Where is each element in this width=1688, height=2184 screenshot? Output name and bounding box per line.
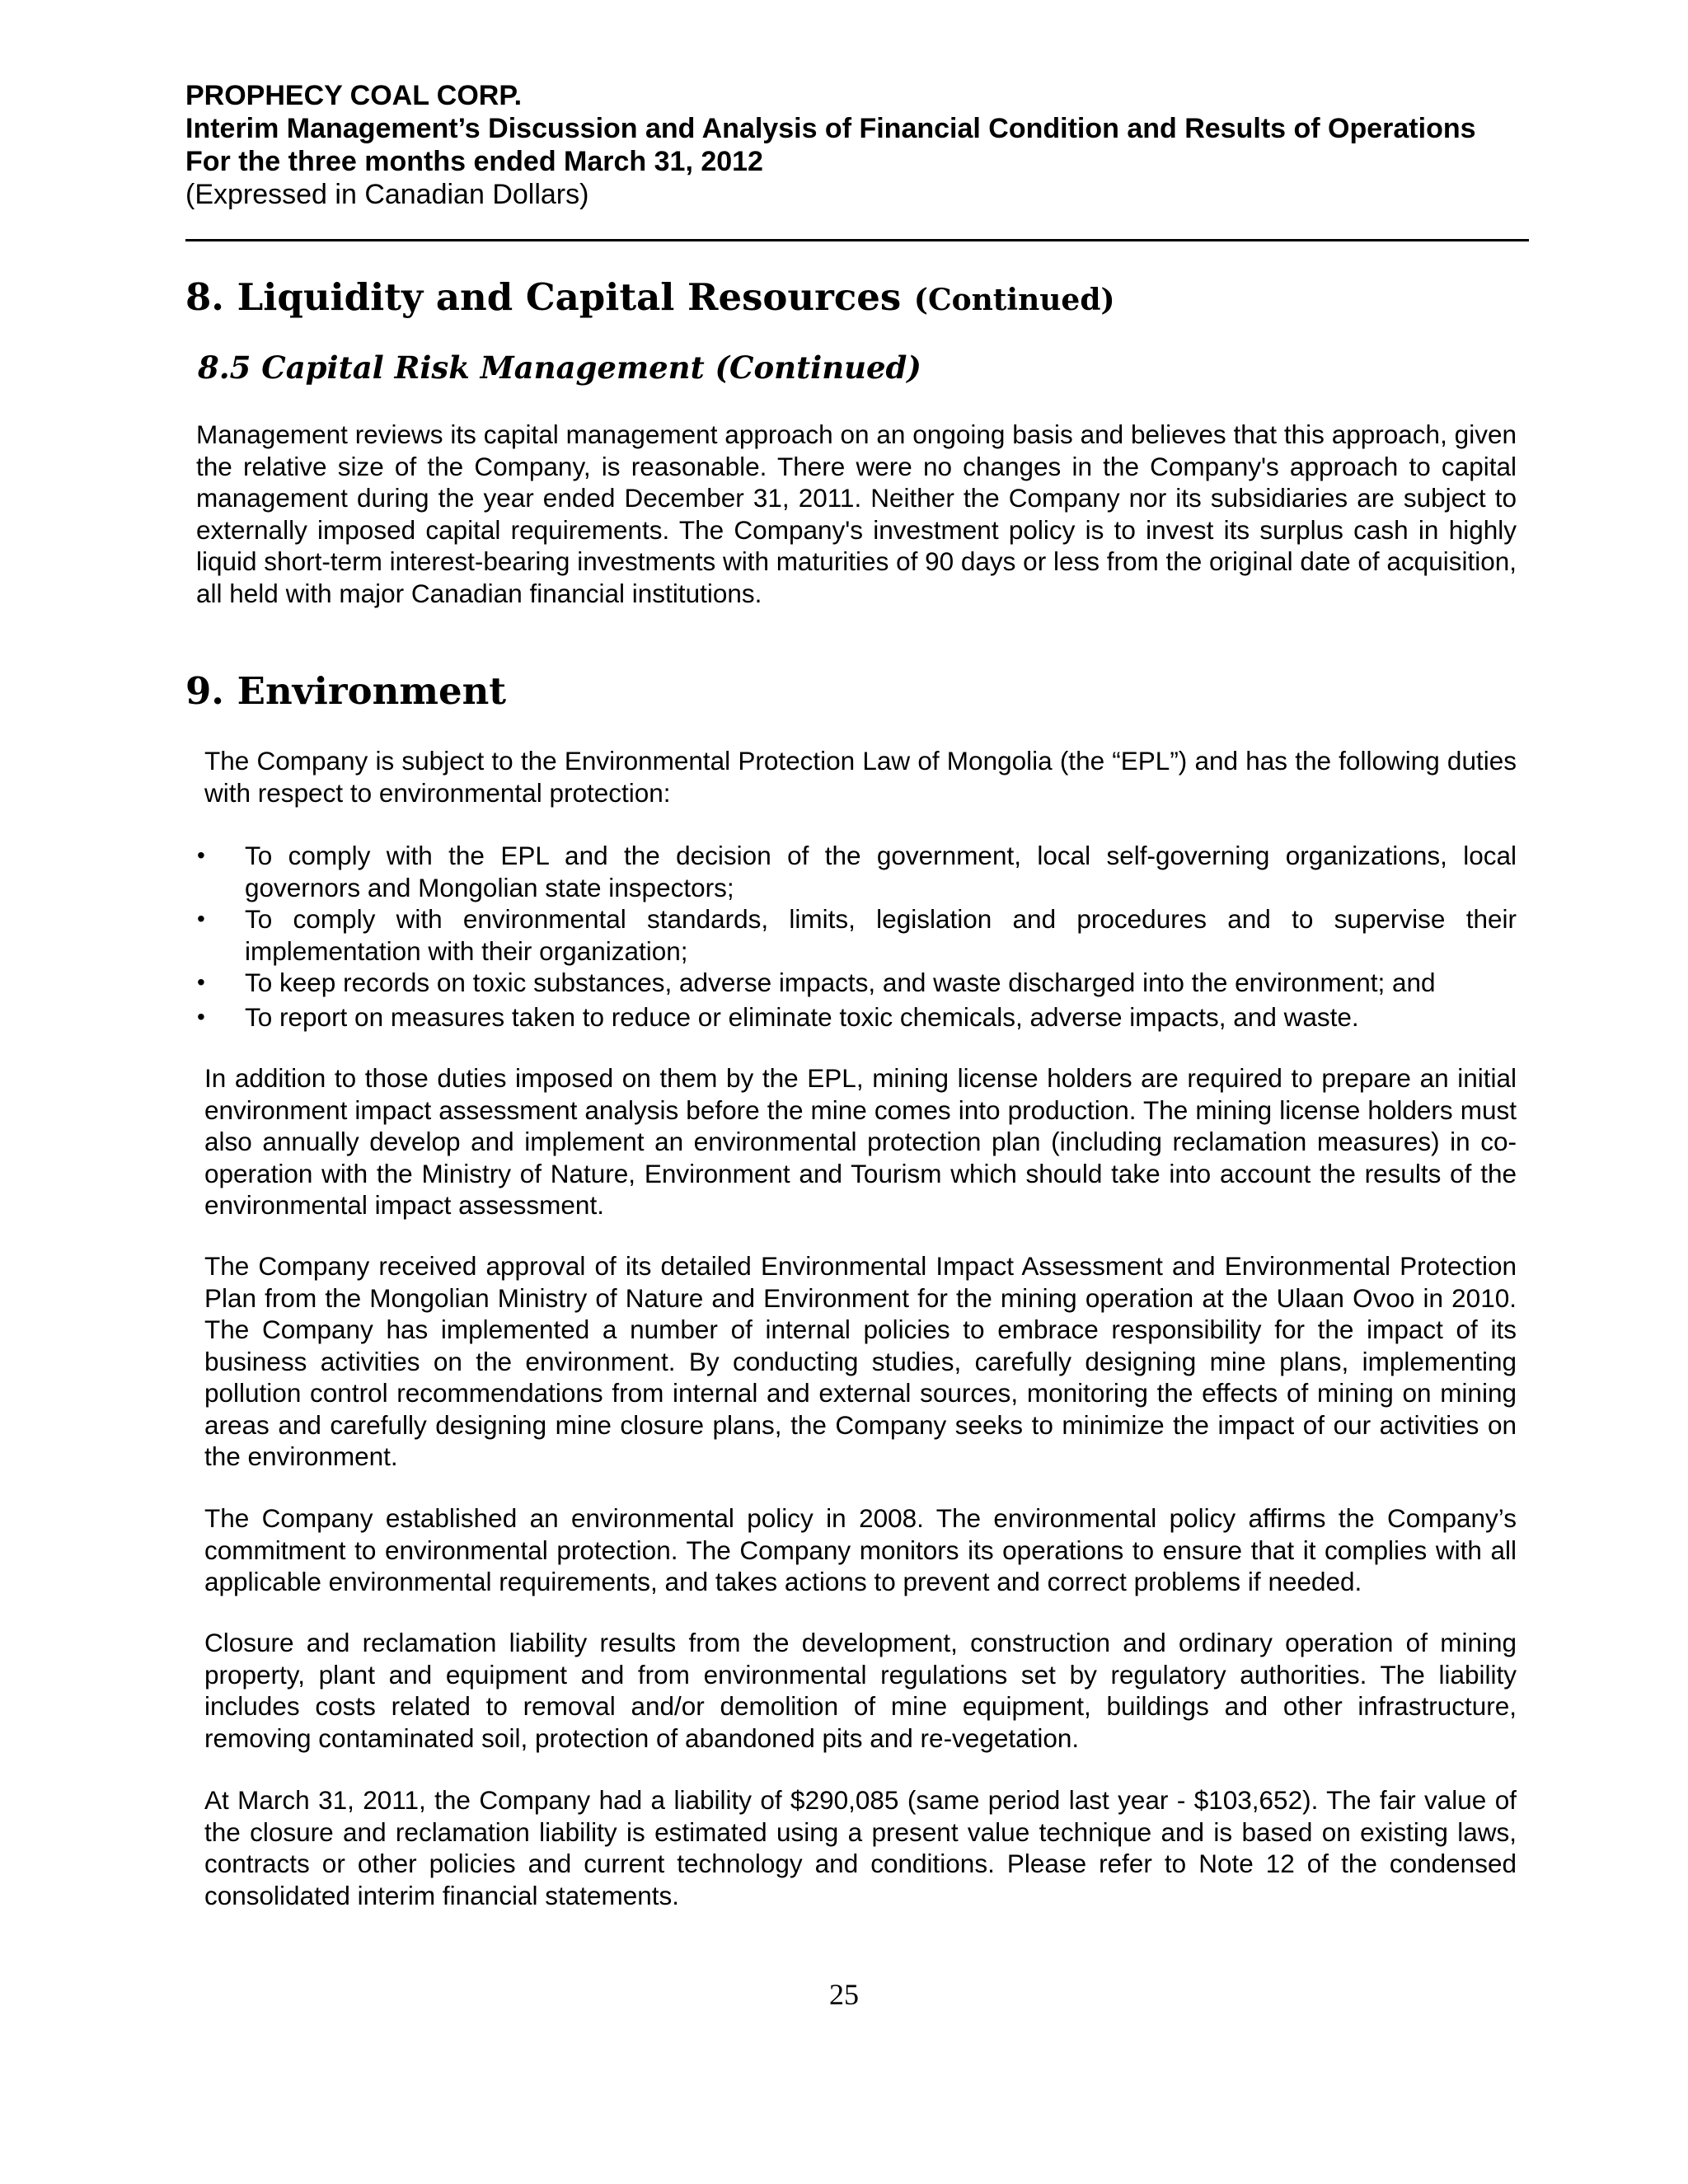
capital-risk-paragraph: Management reviews its capital management approach on an ongoing basis and believes that this approach, given the relative size of the Company, is reasonable. There were no changes in the Company's approach to capital management during the year ended December 31, 2011. Neither the Company nor its subsidiaries are subject to externally imposed capital requirements. The Company's investment policy is to invest its surplus cash in highly liquid short-term interest-bearing investments with maturities of 90 days or less from the original date of acquisition, all held with major Canadian financial institutions. [196, 419, 1517, 608]
bullet-icon: • [197, 906, 205, 931]
currency-note: (Expressed in Canadian Dollars) [185, 179, 589, 210]
environment-duties-list [185, 840, 1517, 1033]
company-name: PROPHECY COAL CORP. [185, 80, 523, 111]
list-item [185, 903, 1517, 967]
section-8-5-heading: 8.5 Capital Risk Management (Continued) [198, 349, 921, 386]
list-item [185, 967, 1517, 999]
page-number: 25 [829, 1978, 859, 2011]
section-9-heading: 9. Environment [185, 669, 507, 713]
closure-liability-paragraph: Closure and reclamation liability results from the development, construction and ordinary operation of mining property, plant and equipment and from environmental regulations set by regulatory authorities. The liability includes costs related to removal and/or demolition of mine equipment, buildings and other infrastructure, removing contaminated soil, protection of abandoned pits and re-vegetation. [204, 1628, 1517, 1753]
list-item-text: To comply with the EPL and the decision of the government, local self-governing organizations, local governors and Mongolian state inspectors; [245, 841, 1517, 902]
bullet-icon: • [197, 842, 205, 868]
bullet-icon: • [197, 969, 205, 995]
environment-intro-paragraph: The Company is subject to the Environmental Protection Law of Mongolia (the “EPL”) and has the following duties with respect to environmental protection: [204, 746, 1517, 808]
list-item-text: To comply with environmental standards, limits, legislation and procedures and to supervise their implementation with their organization; [245, 904, 1517, 966]
list-item-text: To report on measures taken to reduce or eliminate toxic chemicals, adverse impacts, and waste. [245, 1001, 1359, 1032]
liability-amount-paragraph: At March 31, 2011, the Company had a liability of $290,085 (same period last year - $103,652). The fair value of the closure and reclamation liability is estimated using a present value technique and is based on existing laws, contracts or other policies and current technology and conditions. Please refer to Note 12 of the condensed consolidated interim financial statements. [204, 1785, 1517, 1910]
header-divider [185, 239, 1529, 241]
page-header [185, 79, 1537, 211]
bullet-icon: • [197, 1003, 205, 1029]
list-item-text: To keep records on toxic substances, adverse impacts, and waste discharged into the environment; and [245, 968, 1436, 997]
section-8-heading [185, 275, 1115, 322]
list-item [185, 1001, 1517, 1033]
report-period: For the three months ended March 31, 2012 [185, 146, 763, 177]
epl-duties-paragraph: In addition to those duties imposed on them by the EPL, mining license holders are required to prepare an initial environment impact assessment analysis before the mine comes into production. The mining license holders must also annually develop and implement an environmental protection plan (including reclamation measures) in co-operation with the Ministry of Nature, Environment and Tourism which should take into account the results of the environmental impact assessment. [204, 1063, 1517, 1220]
approval-paragraph: The Company received approval of its detailed Environmental Impact Assessment and Environmental Protection Plan from the Mongolian Ministry of Nature and Environment for the mining operation at the Ulaan Ovoo in 2010. The Company has implemented a number of internal policies to embrace responsibility for the impact of its business activities on the environment. By conducting studies, carefully designing mine plans, implementing pollution control recommendations from internal and external sources, monitoring the effects of mining on mining areas and carefully designing mine closure plans, the Company seeks to minimize the impact of our activities on the environment. [204, 1251, 1517, 1471]
report-title: Interim Management’s Discussion and Analysis of Financial Condition and Results of Operations [185, 113, 1476, 144]
list-item [185, 840, 1517, 903]
policy-paragraph: The Company established an environmental policy in 2008. The environmental policy affirms the Company’s commitment to environmental protection. The Company monitors its operations to ensure that it complies with all applicable environmental requirements, and takes actions to prevent and correct problems if needed. [204, 1503, 1517, 1596]
section-8-heading-text: 8. Liquidity and Capital Resources [185, 275, 902, 319]
section-8-heading-suffix: (Continued) [913, 283, 1115, 317]
